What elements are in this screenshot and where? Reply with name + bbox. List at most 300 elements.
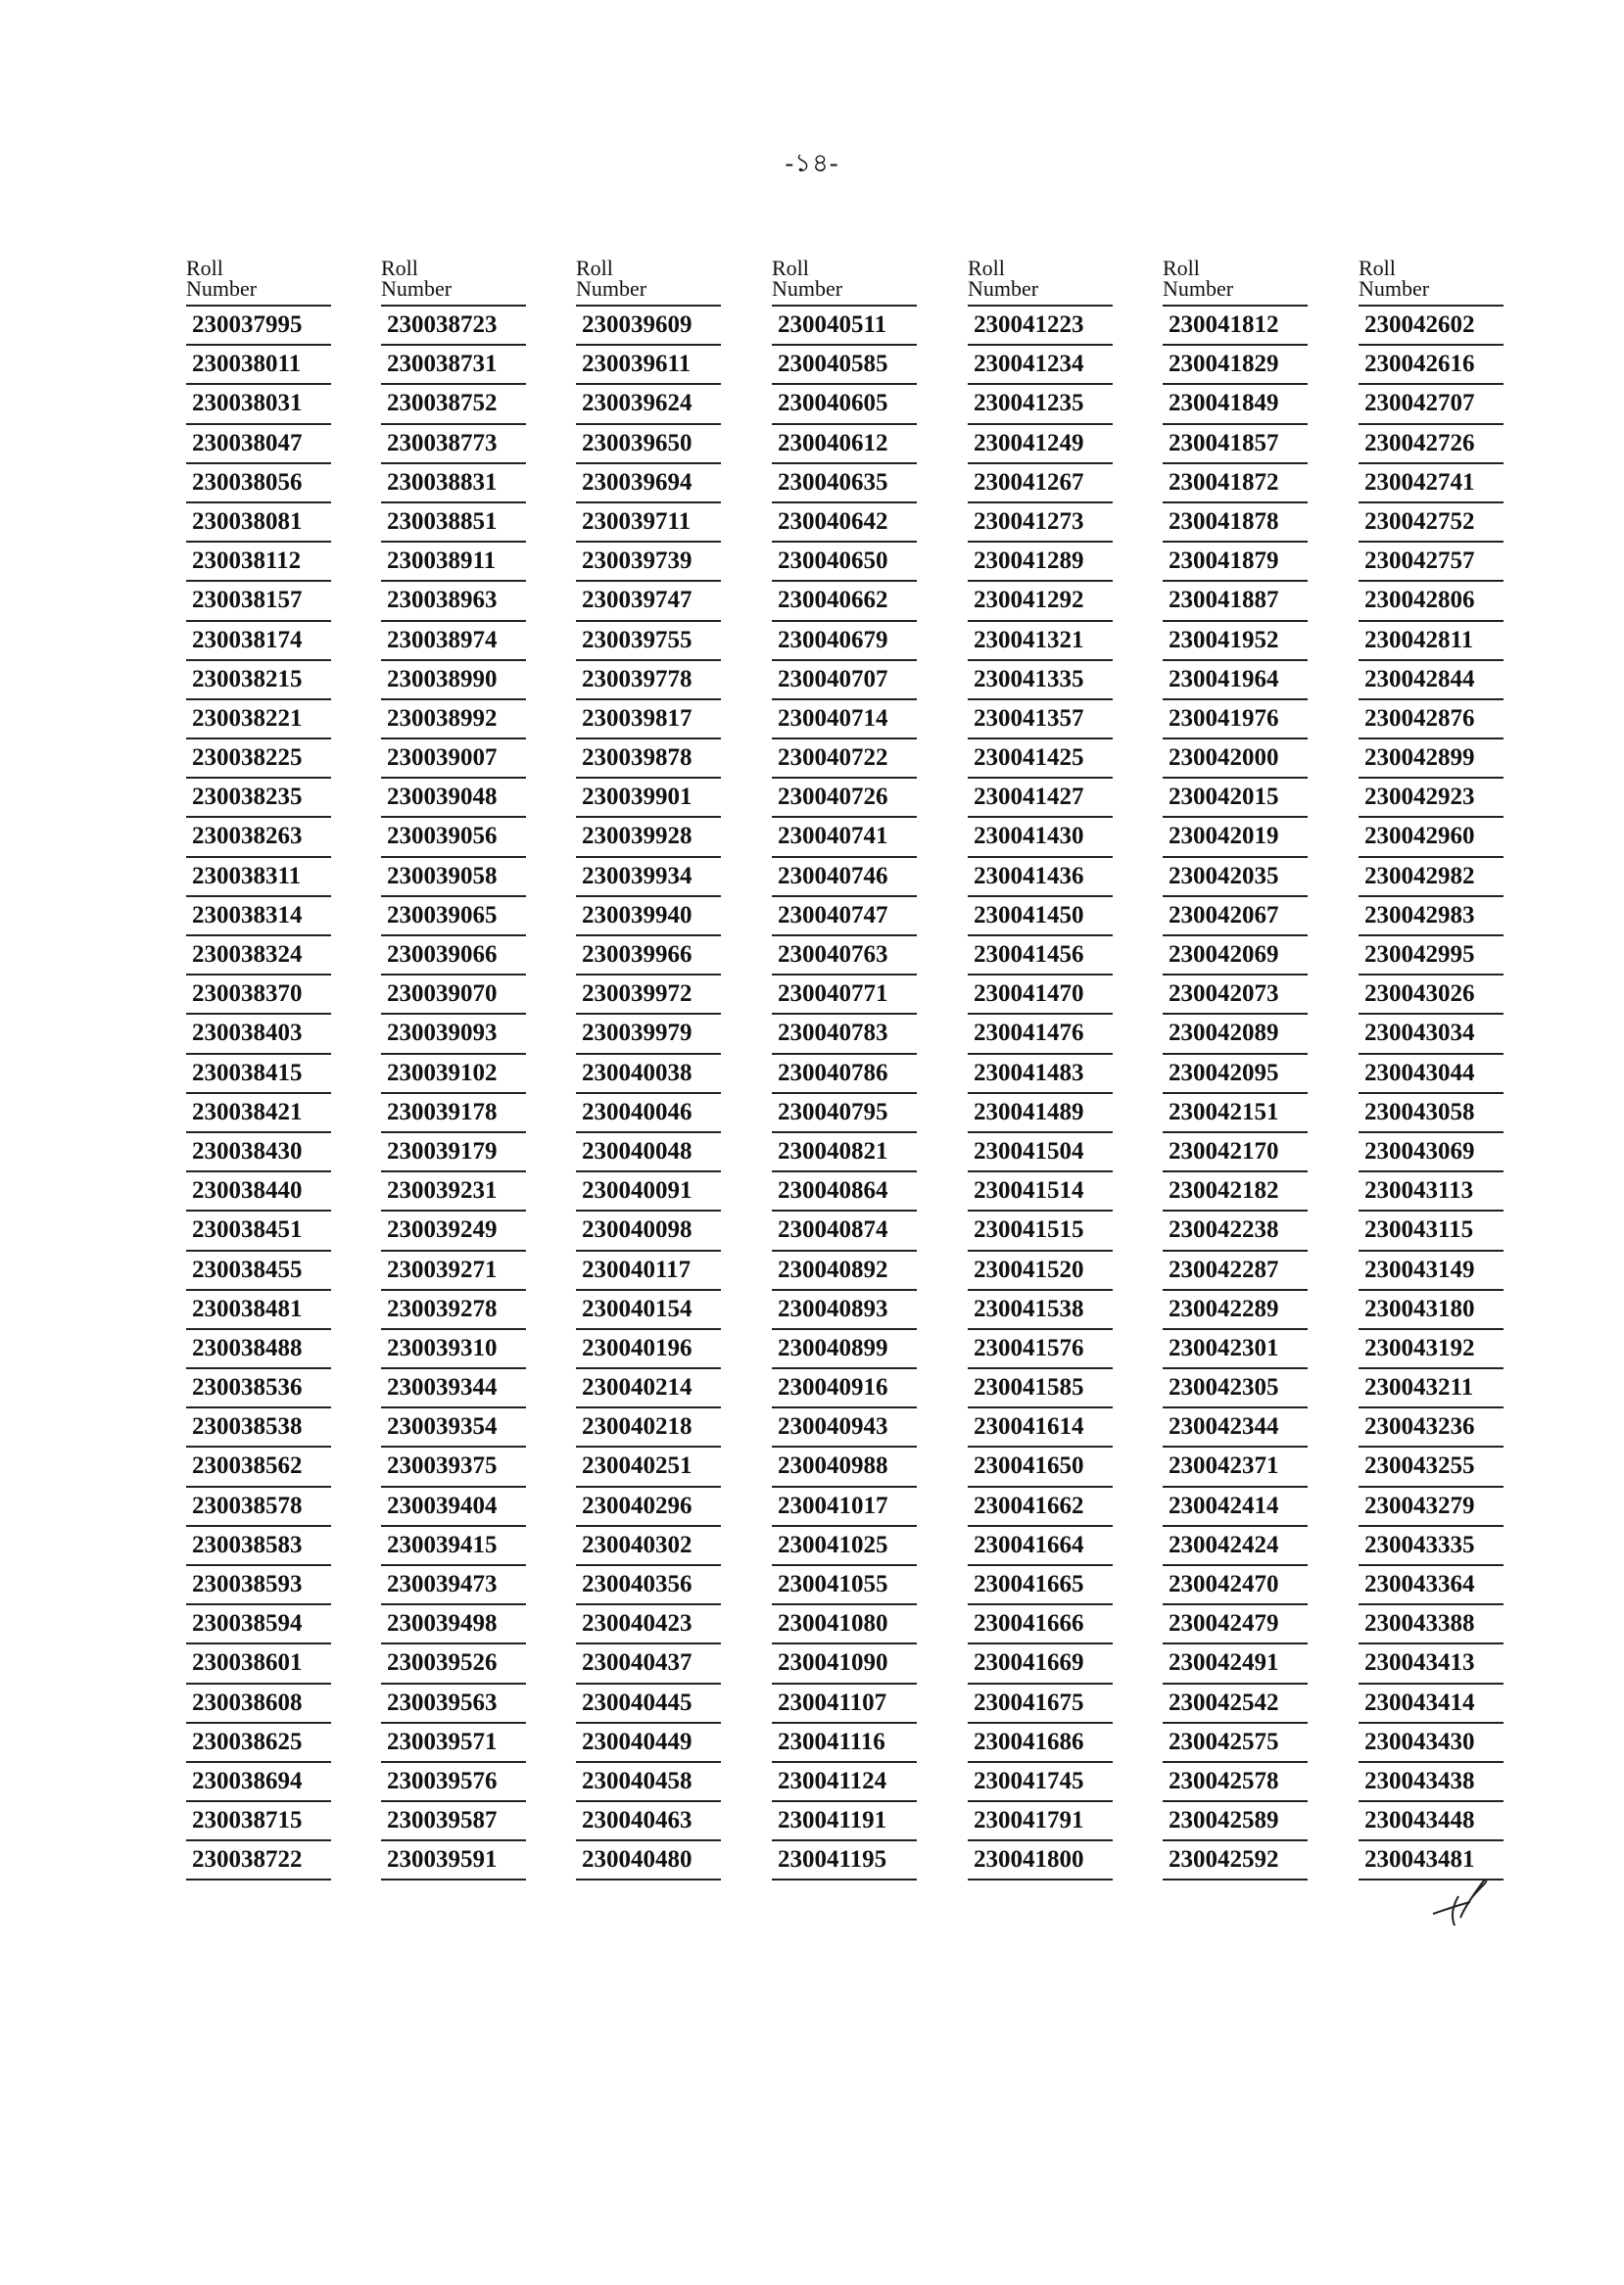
roll-number-cell: 230041025	[772, 1525, 917, 1564]
roll-number-cell: 230038421	[186, 1092, 331, 1131]
roll-number-cell: 230038455	[186, 1250, 331, 1289]
column-header-line: Number	[1163, 276, 1234, 301]
roll-number-cell: 230042589	[1163, 1800, 1308, 1839]
roll-number-cell: 230038536	[186, 1367, 331, 1406]
roll-number-cell: 230041669	[968, 1642, 1113, 1682]
roll-number-cell: 230039102	[381, 1053, 526, 1092]
roll-number-cell: 230043414	[1359, 1683, 1504, 1722]
roll-number-cell: 230041662	[968, 1486, 1113, 1525]
roll-number-cell: 230039007	[381, 738, 526, 777]
roll-number-cell: 230042035	[1163, 856, 1308, 895]
column-header-line: Number	[1359, 276, 1430, 301]
roll-number-cell: 230041235	[968, 383, 1113, 422]
roll-number-cell: 230039587	[381, 1800, 526, 1839]
roll-number-cell: 230043192	[1359, 1328, 1504, 1367]
roll-number-cell: 230041887	[1163, 580, 1308, 619]
roll-number-cell: 230040296	[576, 1486, 721, 1525]
roll-number-cell: 230037995	[186, 305, 331, 344]
roll-number-cell: 230042301	[1163, 1328, 1308, 1367]
roll-number-cell: 230041665	[968, 1564, 1113, 1603]
roll-number-cell: 230041489	[968, 1092, 1113, 1131]
roll-number-cell: 230040795	[772, 1092, 917, 1131]
roll-number-cell: 230041335	[968, 659, 1113, 698]
roll-number-cell: 230043438	[1359, 1761, 1504, 1800]
roll-number-cell: 230038430	[186, 1131, 331, 1170]
roll-number-cell: 230038174	[186, 620, 331, 659]
roll-number-cell: 230041675	[968, 1683, 1113, 1722]
roll-number-cell: 230042726	[1359, 423, 1504, 462]
roll-number-cell: 230042923	[1359, 777, 1504, 816]
roll-number-cell: 230041745	[968, 1761, 1113, 1800]
roll-number-cell: 230043149	[1359, 1250, 1504, 1289]
roll-number-cell: 230040650	[772, 541, 917, 580]
roll-number-cell: 230041425	[968, 738, 1113, 777]
roll-number-cell: 230039650	[576, 423, 721, 462]
roll-number-cell: 230038011	[186, 344, 331, 383]
roll-number-cell: 230041585	[968, 1367, 1113, 1406]
roll-number-list	[1163, 305, 1308, 1880]
roll-number-cell: 230039571	[381, 1722, 526, 1761]
roll-number-cell: 230041686	[968, 1722, 1113, 1761]
roll-number-cell: 230039755	[576, 620, 721, 659]
roll-number-cell: 230038911	[381, 541, 526, 580]
roll-number-cell: 230040763	[772, 934, 917, 974]
roll-number-cell: 230040679	[772, 620, 917, 659]
roll-number-cell: 230039611	[576, 344, 721, 383]
roll-number-cell: 230042414	[1163, 1486, 1308, 1525]
roll-number-cell: 230040874	[772, 1210, 917, 1249]
roll-number-cell: 230040154	[576, 1289, 721, 1328]
roll-number-cell: 230038415	[186, 1053, 331, 1092]
roll-number-cell: 230040038	[576, 1053, 721, 1092]
column-header	[968, 257, 1113, 305]
roll-number-cell: 230041267	[968, 462, 1113, 501]
roll-number-cell: 230038608	[186, 1683, 331, 1722]
roll-number-cell: 230041090	[772, 1642, 917, 1682]
roll-number-cell: 230038324	[186, 934, 331, 974]
roll-number-cell: 230039249	[381, 1210, 526, 1249]
roll-number-cell: 230041614	[968, 1406, 1113, 1446]
roll-number-cell: 230042542	[1163, 1683, 1308, 1722]
roll-number-cell: 230039747	[576, 580, 721, 619]
roll-number-cell: 230039817	[576, 698, 721, 738]
roll-number-cell: 230040214	[576, 1367, 721, 1406]
roll-number-cell: 230043044	[1359, 1053, 1504, 1092]
column-header	[381, 257, 526, 305]
roll-column-5	[968, 257, 1113, 1880]
roll-number-cell: 230042182	[1163, 1170, 1308, 1210]
roll-number-cell: 230043058	[1359, 1092, 1504, 1131]
roll-number-cell: 230038081	[186, 501, 331, 541]
roll-number-cell: 230040707	[772, 659, 917, 698]
roll-number-cell: 230039231	[381, 1170, 526, 1210]
roll-number-cell: 230039070	[381, 974, 526, 1013]
roll-number-cell: 230040251	[576, 1446, 721, 1485]
roll-number-cell: 230042982	[1359, 856, 1504, 895]
roll-number-cell: 230038963	[381, 580, 526, 619]
roll-number-cell: 230042019	[1163, 816, 1308, 855]
roll-number-cell: 230038578	[186, 1486, 331, 1525]
roll-number-cell: 230038311	[186, 856, 331, 895]
roll-number-cell: 230039056	[381, 816, 526, 855]
column-header-line: Roll	[576, 256, 613, 280]
roll-number-cell: 230042371	[1163, 1446, 1308, 1485]
roll-number-cell: 230041514	[968, 1170, 1113, 1210]
roll-number-cell: 230043115	[1359, 1210, 1504, 1249]
roll-number-cell: 230039609	[576, 305, 721, 344]
roll-number-cell: 230042287	[1163, 1250, 1308, 1289]
roll-number-cell: 230038831	[381, 462, 526, 501]
roll-column-3	[576, 257, 721, 1880]
roll-number-cell: 230041191	[772, 1800, 917, 1839]
roll-number-cell: 230040196	[576, 1328, 721, 1367]
roll-number-cell: 230043413	[1359, 1642, 1504, 1682]
roll-number-cell: 230041124	[772, 1761, 917, 1800]
roll-number-cell: 230038403	[186, 1013, 331, 1052]
roll-number-cell: 230041872	[1163, 462, 1308, 501]
roll-number-cell: 230042741	[1359, 462, 1504, 501]
roll-number-cell: 230043026	[1359, 974, 1504, 1013]
roll-number-list	[381, 305, 526, 1880]
roll-number-cell: 230041195	[772, 1839, 917, 1880]
roll-number-cell: 230038451	[186, 1210, 331, 1249]
roll-number-cell: 230042575	[1163, 1722, 1308, 1761]
roll-number-cell: 230040771	[772, 974, 917, 1013]
roll-number-cell: 230041357	[968, 698, 1113, 738]
roll-number-cell: 230039375	[381, 1446, 526, 1485]
roll-number-cell: 230042960	[1359, 816, 1504, 855]
roll-number-cell: 230043364	[1359, 1564, 1504, 1603]
roll-number-cell: 230040747	[772, 895, 917, 934]
roll-column-6	[1163, 257, 1308, 1880]
roll-number-cell: 230039404	[381, 1486, 526, 1525]
roll-number-cell: 230042616	[1359, 344, 1504, 383]
roll-number-cell: 230039711	[576, 501, 721, 541]
roll-number-cell: 230039526	[381, 1642, 526, 1682]
roll-number-cell: 230040218	[576, 1406, 721, 1446]
roll-number-cell: 230041436	[968, 856, 1113, 895]
roll-number-cell: 230041321	[968, 620, 1113, 659]
roll-number-cell: 230038263	[186, 816, 331, 855]
roll-number-cell: 230041800	[968, 1839, 1113, 1880]
roll-number-cell: 230038370	[186, 974, 331, 1013]
roll-number-cell: 230040356	[576, 1564, 721, 1603]
roll-number-cell: 230038992	[381, 698, 526, 738]
roll-number-columns	[0, 257, 1624, 1882]
roll-number-cell: 230038225	[186, 738, 331, 777]
roll-number-cell: 230039278	[381, 1289, 526, 1328]
roll-number-cell: 230039271	[381, 1250, 526, 1289]
roll-number-cell: 230042811	[1359, 620, 1504, 659]
roll-number-cell: 230041879	[1163, 541, 1308, 580]
roll-number-cell: 230039066	[381, 934, 526, 974]
roll-number-cell: 230043236	[1359, 1406, 1504, 1446]
page-number: -১৪-	[785, 149, 839, 177]
roll-number-cell: 230040585	[772, 344, 917, 383]
roll-number-cell: 230041055	[772, 1564, 917, 1603]
roll-number-cell: 230040714	[772, 698, 917, 738]
roll-number-cell: 230040746	[772, 856, 917, 895]
roll-number-cell: 230040605	[772, 383, 917, 422]
roll-number-cell: 230039979	[576, 1013, 721, 1052]
roll-number-cell: 230041964	[1163, 659, 1308, 698]
column-header-line: Number	[186, 276, 258, 301]
roll-number-cell: 230038974	[381, 620, 526, 659]
roll-number-cell: 230042752	[1359, 501, 1504, 541]
roll-number-cell: 230038625	[186, 1722, 331, 1761]
roll-number-cell: 230038488	[186, 1328, 331, 1367]
roll-number-cell: 230042592	[1163, 1839, 1308, 1880]
roll-number-cell: 230040642	[772, 501, 917, 541]
roll-number-list	[576, 305, 721, 1880]
roll-number-cell: 230040098	[576, 1210, 721, 1249]
roll-number-cell: 230038157	[186, 580, 331, 619]
signature-mark	[1425, 1871, 1494, 1931]
roll-number-cell: 230039940	[576, 895, 721, 934]
column-header	[1359, 257, 1504, 305]
roll-number-cell: 230038314	[186, 895, 331, 934]
roll-number-cell: 230039694	[576, 462, 721, 501]
roll-number-cell: 230041450	[968, 895, 1113, 934]
roll-number-cell: 230043069	[1359, 1131, 1504, 1170]
roll-number-cell: 230039972	[576, 974, 721, 1013]
roll-number-cell: 230038215	[186, 659, 331, 698]
roll-number-cell: 230040783	[772, 1013, 917, 1052]
roll-number-cell: 230040458	[576, 1761, 721, 1800]
roll-number-cell: 230038593	[186, 1564, 331, 1603]
roll-number-cell: 230042757	[1359, 541, 1504, 580]
roll-number-cell: 230042983	[1359, 895, 1504, 934]
roll-number-cell: 230042806	[1359, 580, 1504, 619]
roll-number-cell: 230038235	[186, 777, 331, 816]
column-header-line: Number	[772, 276, 843, 301]
roll-number-cell: 230038538	[186, 1406, 331, 1446]
roll-number-cell: 230040988	[772, 1446, 917, 1485]
roll-number-cell: 230039344	[381, 1367, 526, 1406]
roll-column-4	[772, 257, 917, 1880]
roll-number-cell: 230042479	[1163, 1603, 1308, 1642]
column-header-line: Number	[381, 276, 453, 301]
roll-number-cell: 230038481	[186, 1289, 331, 1328]
roll-number-list	[1359, 305, 1504, 1880]
roll-number-cell: 230039058	[381, 856, 526, 895]
roll-number-cell: 230040916	[772, 1367, 917, 1406]
roll-number-cell: 230038047	[186, 423, 331, 462]
roll-number-cell: 230039563	[381, 1683, 526, 1722]
roll-number-cell: 230041483	[968, 1053, 1113, 1092]
column-header	[186, 257, 331, 305]
roll-number-cell: 230039624	[576, 383, 721, 422]
roll-number-cell: 230041249	[968, 423, 1113, 462]
roll-number-cell: 230038752	[381, 383, 526, 422]
column-header-line: Number	[576, 276, 647, 301]
roll-number-cell: 230043388	[1359, 1603, 1504, 1642]
roll-number-cell: 230042344	[1163, 1406, 1308, 1446]
roll-number-cell: 230041791	[968, 1800, 1113, 1839]
roll-number-cell: 230040722	[772, 738, 917, 777]
roll-number-cell: 230041427	[968, 777, 1113, 816]
roll-number-cell: 230040302	[576, 1525, 721, 1564]
roll-number-cell: 230042073	[1163, 974, 1308, 1013]
roll-number-cell: 230041952	[1163, 620, 1308, 659]
roll-number-cell: 230041289	[968, 541, 1113, 580]
roll-number-cell: 230040943	[772, 1406, 917, 1446]
roll-number-cell: 230039576	[381, 1761, 526, 1800]
roll-number-cell: 230042876	[1359, 698, 1504, 738]
roll-number-cell: 230038723	[381, 305, 526, 344]
roll-number-cell: 230040048	[576, 1131, 721, 1170]
roll-number-cell: 230042089	[1163, 1013, 1308, 1052]
roll-number-cell: 230038440	[186, 1170, 331, 1210]
roll-number-cell: 230039415	[381, 1525, 526, 1564]
roll-number-cell: 230039179	[381, 1131, 526, 1170]
roll-number-cell: 230040864	[772, 1170, 917, 1210]
roll-number-cell: 230041470	[968, 974, 1113, 1013]
roll-number-cell: 230040893	[772, 1289, 917, 1328]
roll-number-cell: 230042305	[1163, 1367, 1308, 1406]
roll-number-cell: 230038722	[186, 1839, 331, 1880]
roll-number-cell: 230042238	[1163, 1210, 1308, 1249]
roll-number-cell: 230041116	[772, 1722, 917, 1761]
roll-number-cell: 230043034	[1359, 1013, 1504, 1052]
roll-number-cell: 230040741	[772, 816, 917, 855]
roll-number-cell: 230041976	[1163, 698, 1308, 738]
roll-number-cell: 230040662	[772, 580, 917, 619]
roll-number-cell: 230040821	[772, 1131, 917, 1170]
roll-number-cell: 230042899	[1359, 738, 1504, 777]
roll-number-cell: 230041476	[968, 1013, 1113, 1052]
roll-number-cell: 230043430	[1359, 1722, 1504, 1761]
roll-number-cell: 230041273	[968, 501, 1113, 541]
roll-number-cell: 230040635	[772, 462, 917, 501]
roll-number-cell: 230038694	[186, 1761, 331, 1800]
roll-number-cell: 230040892	[772, 1250, 917, 1289]
column-header	[772, 257, 917, 305]
roll-number-cell: 230041812	[1163, 305, 1308, 344]
roll-number-cell: 230038731	[381, 344, 526, 383]
column-header	[576, 257, 721, 305]
roll-number-cell: 230040437	[576, 1642, 721, 1682]
roll-number-cell: 230039966	[576, 934, 721, 974]
roll-number-cell: 230040612	[772, 423, 917, 462]
roll-number-cell: 230038056	[186, 462, 331, 501]
roll-number-cell: 230041430	[968, 816, 1113, 855]
roll-number-cell: 230043113	[1359, 1170, 1504, 1210]
roll-number-cell: 230042015	[1163, 777, 1308, 816]
roll-number-list	[968, 305, 1113, 1880]
roll-number-cell: 230042491	[1163, 1642, 1308, 1682]
roll-number-cell: 230038112	[186, 541, 331, 580]
roll-number-cell: 230038851	[381, 501, 526, 541]
roll-number-cell: 230041538	[968, 1289, 1113, 1328]
roll-number-cell: 230041234	[968, 344, 1113, 383]
roll-number-cell: 230042995	[1359, 934, 1504, 974]
roll-number-cell: 230039778	[576, 659, 721, 698]
roll-number-cell: 230039093	[381, 1013, 526, 1052]
roll-number-cell: 230043279	[1359, 1486, 1504, 1525]
roll-number-cell: 230042470	[1163, 1564, 1308, 1603]
roll-number-cell: 230039498	[381, 1603, 526, 1642]
roll-number-cell: 230042578	[1163, 1761, 1308, 1800]
roll-number-list	[772, 305, 917, 1880]
roll-number-cell: 230040480	[576, 1839, 721, 1880]
roll-number-cell: 230040463	[576, 1800, 721, 1839]
roll-number-cell: 230043448	[1359, 1800, 1504, 1839]
column-header-line: Roll	[381, 256, 418, 280]
roll-number-cell: 230041515	[968, 1210, 1113, 1249]
column-header-line: Roll	[968, 256, 1005, 280]
roll-number-cell: 230042000	[1163, 738, 1308, 777]
column-header	[1163, 257, 1308, 305]
roll-number-cell: 230041292	[968, 580, 1113, 619]
roll-number-cell: 230041878	[1163, 501, 1308, 541]
roll-number-cell: 230040046	[576, 1092, 721, 1131]
roll-number-cell: 230040117	[576, 1250, 721, 1289]
roll-number-cell: 230039928	[576, 816, 721, 855]
column-header-line: Roll	[186, 256, 223, 280]
roll-number-cell: 230041504	[968, 1131, 1113, 1170]
roll-number-cell: 230038221	[186, 698, 331, 738]
roll-number-cell: 230039178	[381, 1092, 526, 1131]
roll-number-cell: 230040091	[576, 1170, 721, 1210]
roll-number-cell: 230042844	[1359, 659, 1504, 698]
roll-number-cell: 230043335	[1359, 1525, 1504, 1564]
roll-number-cell: 230041080	[772, 1603, 917, 1642]
roll-number-cell: 230038594	[186, 1603, 331, 1642]
roll-number-cell: 230038031	[186, 383, 331, 422]
roll-number-cell: 230041223	[968, 305, 1113, 344]
roll-number-cell: 230041107	[772, 1683, 917, 1722]
roll-number-cell: 230041650	[968, 1446, 1113, 1485]
roll-number-cell: 230041456	[968, 934, 1113, 974]
roll-number-cell: 230043211	[1359, 1367, 1504, 1406]
roll-number-cell: 230040423	[576, 1603, 721, 1642]
roll-number-cell: 230040449	[576, 1722, 721, 1761]
roll-number-cell: 230042067	[1163, 895, 1308, 934]
roll-number-cell: 230040786	[772, 1053, 917, 1092]
roll-number-cell: 230041666	[968, 1603, 1113, 1642]
roll-number-cell: 230042707	[1359, 383, 1504, 422]
column-header-line: Number	[968, 276, 1039, 301]
roll-number-cell: 230041857	[1163, 423, 1308, 462]
roll-number-cell: 230039048	[381, 777, 526, 816]
column-header-line: Roll	[1359, 256, 1396, 280]
roll-number-cell: 230039878	[576, 738, 721, 777]
roll-number-cell: 230043180	[1359, 1289, 1504, 1328]
roll-column-1	[186, 257, 331, 1880]
roll-number-cell: 230040726	[772, 777, 917, 816]
roll-number-cell: 230041520	[968, 1250, 1113, 1289]
roll-number-cell: 230042289	[1163, 1289, 1308, 1328]
roll-number-cell: 230038773	[381, 423, 526, 462]
roll-number-cell: 230041017	[772, 1486, 917, 1525]
roll-number-cell: 230038562	[186, 1446, 331, 1485]
roll-number-cell: 230039591	[381, 1839, 526, 1880]
roll-number-cell: 230040445	[576, 1683, 721, 1722]
roll-number-cell: 230041576	[968, 1328, 1113, 1367]
roll-number-cell: 230041829	[1163, 344, 1308, 383]
roll-number-cell: 230040511	[772, 305, 917, 344]
roll-number-cell: 230043481	[1359, 1839, 1504, 1880]
roll-number-cell: 230039310	[381, 1328, 526, 1367]
roll-number-cell: 230039934	[576, 856, 721, 895]
roll-number-cell: 230041849	[1163, 383, 1308, 422]
roll-number-cell: 230039354	[381, 1406, 526, 1446]
roll-number-cell: 230042170	[1163, 1131, 1308, 1170]
roll-number-cell: 230042424	[1163, 1525, 1308, 1564]
roll-number-cell: 230042602	[1359, 305, 1504, 344]
roll-number-cell: 230040899	[772, 1328, 917, 1367]
